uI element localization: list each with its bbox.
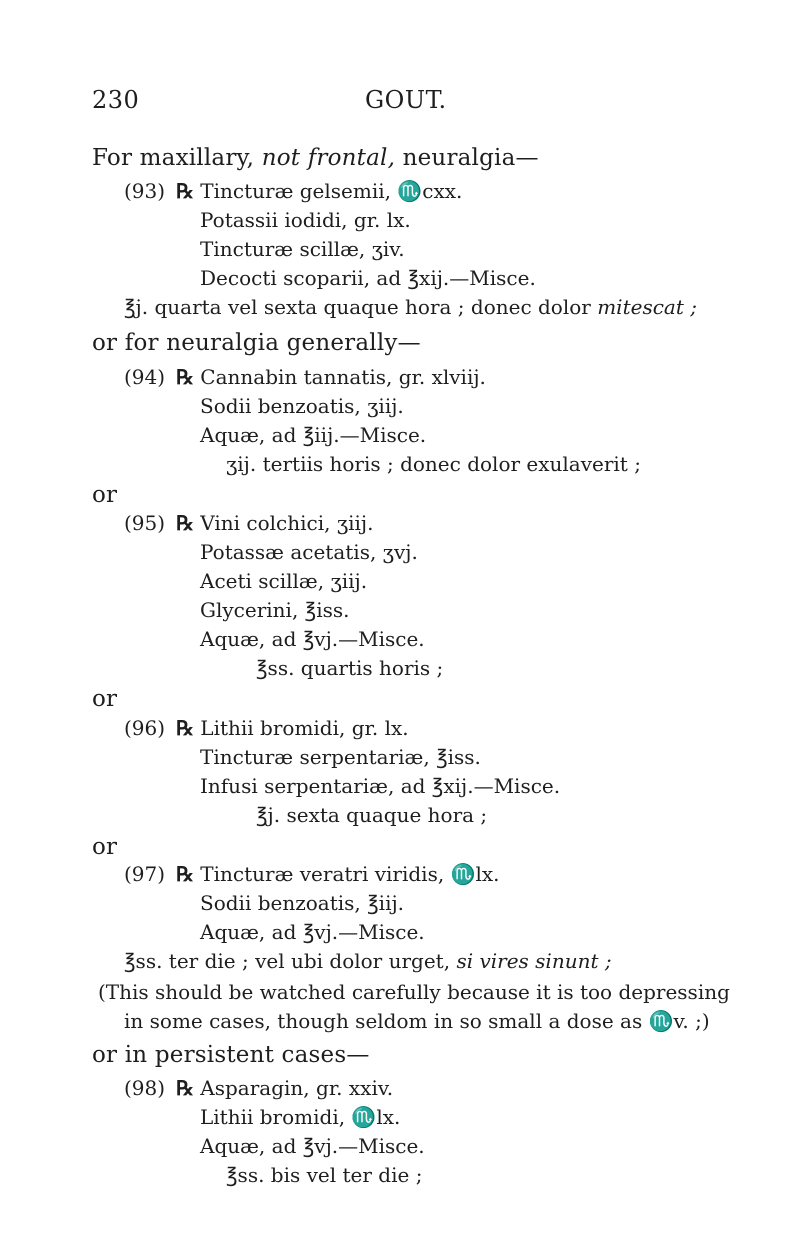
recipe-line: Tincturæ veratri viridis, ♏lx. (200, 862, 500, 886)
recipe-line: Vini colchici, ʒiij. (200, 511, 374, 535)
recipe-94-directions: ʒij. tertiis horis ; donec dolor exulaverit ; (226, 452, 641, 476)
rx-symbol: ℞ (176, 716, 194, 740)
recipe-93-directions (124, 295, 697, 319)
recipe-line: Aquæ, ad ℥iij.—Misce. (200, 423, 427, 447)
recipe-line: Asparagin, gr. xxiv. (200, 1076, 394, 1100)
recipe-96-directions: ℥j. sexta quaque hora ; (256, 803, 488, 827)
recipe-97-first-line (124, 862, 500, 886)
recipe-line: Lithii bromidi, ♏lx. (200, 1105, 401, 1129)
note-line: (This should be watched carefully because it is too depressing (98, 980, 730, 1004)
recipe-line: Aquæ, ad ℥vj.—Misce. (200, 920, 425, 944)
recipe-line: Infusi serpentariæ, ad ℥xij.—Misce. (200, 774, 561, 798)
recipe-95-directions: ℥ss. quartis horis ; (256, 656, 444, 680)
rx-symbol: ℞ (176, 862, 194, 886)
recipe-98-directions: ℥ss. bis vel ter die ; (226, 1163, 423, 1187)
section-heading-maxillary (92, 146, 539, 170)
section-heading-persistent: or in persistent cases— (92, 1042, 370, 1068)
connector-or: or (92, 482, 118, 508)
directions-emphasis: mitescat ; (597, 295, 697, 319)
recipe-line: Tincturæ serpentariæ, ℥iss. (200, 745, 481, 769)
recipe-94-first-line (124, 365, 486, 389)
recipe-number: (94) (124, 365, 166, 389)
recipe-line: Potassæ acetatis, ʒvj. (200, 540, 418, 564)
connector-or: or (92, 686, 118, 712)
connector-or: or (92, 834, 118, 860)
recipe-line: Decocti scoparii, ad ℥xij.—Misce. (200, 266, 536, 290)
section-heading-general: or for neuralgia generally— (92, 330, 421, 356)
page-number: 230 (92, 86, 140, 114)
recipe-97-directions (124, 949, 612, 973)
recipe-number: (93) (124, 179, 166, 203)
directions-text: ℥ss. ter die ; vel ubi dolor urget, (124, 949, 457, 973)
rx-symbol: ℞ (176, 365, 194, 389)
recipe-line: Aquæ, ad ℥vj.—Misce. (200, 627, 425, 651)
recipe-line: Lithii bromidi, gr. lx. (200, 716, 409, 740)
recipe-line: Sodii benzoatis, ʒiij. (200, 394, 404, 418)
recipe-line: Tincturæ scillæ, ʒiv. (200, 237, 405, 261)
recipe-number: (96) (124, 716, 166, 740)
recipe-number: (98) (124, 1076, 166, 1100)
recipe-93-first-line (124, 179, 462, 203)
recipe-line: Aquæ, ad ℥vj.—Misce. (200, 1134, 425, 1158)
directions-emphasis: si vires sinunt ; (456, 949, 612, 973)
running-title: GOUT. (365, 86, 447, 114)
rx-symbol: ℞ (176, 1076, 194, 1100)
recipe-98-first-line (124, 1076, 393, 1100)
recipe-number: (95) (124, 511, 166, 535)
recipe-96-first-line (124, 716, 409, 740)
directions-text: ℥j. quarta vel sexta quaque hora ; donec dolor (124, 295, 598, 319)
recipe-line: Potassii iodidi, gr. lx. (200, 208, 411, 232)
recipe-line: Tincturæ gelsemii, ♏cxx. (200, 179, 463, 203)
rx-symbol: ℞ (176, 511, 194, 535)
note-line: in some cases, though seldom in so small a dose as ♏v. ;) (124, 1009, 710, 1033)
recipe-95-first-line (124, 511, 374, 535)
section-heading-tail: neuralgia— (395, 145, 539, 171)
recipe-number: (97) (124, 862, 166, 886)
recipe-line: Glycerini, ℥iss. (200, 598, 350, 622)
rx-symbol: ℞ (176, 179, 194, 203)
recipe-line: Cannabin tannatis, gr. xlviij. (200, 365, 486, 389)
recipe-line: Sodii benzoatis, ℥iij. (200, 891, 405, 915)
recipe-line: Aceti scillæ, ʒiij. (200, 569, 368, 593)
section-heading-emphasis: not frontal, (261, 145, 396, 171)
section-heading-text: For maxillary, (92, 145, 262, 171)
